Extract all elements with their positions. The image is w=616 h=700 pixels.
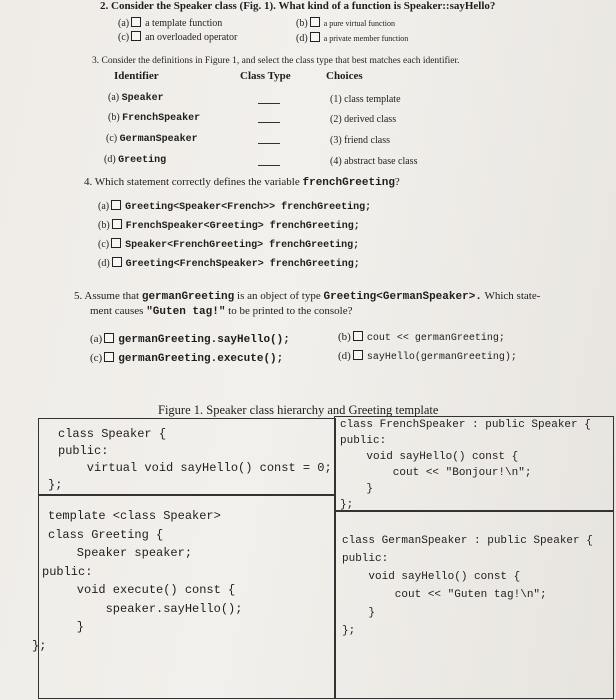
speaker-line-3: virtual void sayHello() const = 0; xyxy=(58,461,332,475)
q3-header-class-type: Class Type xyxy=(240,70,291,82)
q2-option-a-text: a template function xyxy=(145,18,223,29)
greeting-line-3: Speaker speaker; xyxy=(48,546,193,560)
french-line-2: public: xyxy=(340,435,387,447)
q4-option-a-code: Greeting<Speaker<French>> frenchGreeting; xyxy=(125,202,372,213)
q5-option-b[interactable] xyxy=(338,331,505,344)
q4-option-d-label: (d) xyxy=(98,258,110,269)
q5-option-a-checkbox[interactable] xyxy=(104,333,114,343)
q3-header-choices: Choices xyxy=(326,70,363,82)
q5-option-b-checkbox[interactable] xyxy=(353,331,363,341)
q4-option-c-code: Speaker<FrenchGreeting> frenchGreeting; xyxy=(125,240,360,251)
q4-stem-variable: frenchGreeting xyxy=(302,177,395,189)
q5-option-d-label: (d) xyxy=(338,350,351,362)
q4-option-b-checkbox[interactable] xyxy=(112,219,122,229)
q3-choice-4: (4) abstract base class xyxy=(330,156,418,167)
q2-option-c-text: an overloaded operator xyxy=(145,32,238,43)
german-line-6: }; xyxy=(342,625,356,637)
greeting-line-2: class Greeting { xyxy=(48,527,164,542)
greeting-line-8: }; xyxy=(32,638,47,653)
q4-option-d[interactable] xyxy=(98,257,360,270)
german-line-2: public: xyxy=(342,553,389,565)
q3-identifier-c-name: GermanSpeaker xyxy=(119,134,198,145)
q5-stem-prefix: 5. Assume that xyxy=(74,290,140,302)
q2-option-b[interactable] xyxy=(296,17,395,29)
german-line-1: class GermanSpeaker : public Speaker { xyxy=(342,535,593,547)
figure-caption: Figure 1. Speaker class hierarchy and Greeting template xyxy=(158,403,439,417)
q4-option-a-label: (a) xyxy=(98,201,110,212)
greeting-line-1: template <class Speaker> xyxy=(48,509,221,523)
q5-option-a-code: germanGreeting.sayHello(); xyxy=(118,334,290,346)
q4-stem-suffix: ? xyxy=(394,176,400,188)
german-code xyxy=(342,532,593,640)
q2-option-a[interactable] xyxy=(118,17,222,29)
q4-option-c[interactable] xyxy=(98,238,359,251)
q4-option-c-checkbox[interactable] xyxy=(111,238,121,248)
q4-option-a-checkbox[interactable] xyxy=(111,200,121,210)
q2-option-d-label: (d) xyxy=(296,33,308,44)
q5-stem-type: Greeting<GermanSpeaker>. xyxy=(323,291,482,303)
greeting-line-6: speaker.sayHello(); xyxy=(48,601,243,616)
q4-stem xyxy=(84,176,400,189)
q5-stem-suffix: Which state- xyxy=(484,290,541,302)
q5-option-c-label: (c) xyxy=(90,352,103,364)
french-line-6: }; xyxy=(340,499,354,511)
q5-stem-string: "Guten tag!" xyxy=(146,306,226,318)
q3-identifier-b-label: (b) xyxy=(108,112,120,123)
q3-header-identifier: Identifier xyxy=(114,70,159,82)
q2-option-b-checkbox[interactable] xyxy=(310,17,320,27)
q5-option-a-label: (a) xyxy=(90,333,103,345)
q3-answer-blank-d[interactable] xyxy=(258,165,280,166)
q5-option-d[interactable] xyxy=(338,350,517,363)
q3-identifier-c-label: (c) xyxy=(106,133,118,144)
german-line-4: cout << "Guten tag!\n"; xyxy=(342,589,547,601)
q3-identifier-d xyxy=(104,154,166,166)
german-line-3: void sayHello() const { xyxy=(342,571,521,583)
q3-identifier-d-label: (d) xyxy=(104,154,116,165)
q5-stem-mid: is an object of type xyxy=(237,290,321,302)
french-line-3: void sayHello() const { xyxy=(340,451,519,463)
q3-choice-1: (1) class template xyxy=(330,94,401,105)
speaker-line-4: }; xyxy=(48,478,63,492)
q3-identifier-b-name: FrenchSpeaker xyxy=(122,113,201,124)
q4-option-b-code: FrenchSpeaker<Greeting> frenchGreeting; xyxy=(125,221,360,232)
q5-stem-line-2 xyxy=(90,305,353,318)
german-line-5: } xyxy=(342,607,376,619)
q5-stem-variable: germanGreeting xyxy=(141,291,235,303)
french-code xyxy=(340,417,591,513)
q4-option-d-code: Greeting<FrenchSpeaker> frenchGreeting; xyxy=(125,259,360,270)
speaker-line-2: public: xyxy=(58,444,109,458)
q5-option-d-code: sayHello(germanGreeting); xyxy=(366,352,517,363)
q2-option-a-checkbox[interactable] xyxy=(131,17,141,27)
french-line-1: class FrenchSpeaker : public Speaker { xyxy=(340,419,591,431)
q3-choice-3: (3) friend class xyxy=(330,135,390,146)
q2-option-b-label: (b) xyxy=(296,18,308,29)
q5-option-d-checkbox[interactable] xyxy=(353,350,363,360)
q3-answer-blank-c[interactable] xyxy=(258,143,280,144)
q3-identifier-a xyxy=(108,92,164,104)
q4-option-b[interactable] xyxy=(98,219,360,232)
q3-answer-blank-a[interactable] xyxy=(258,103,280,104)
q2-option-d-text: a private member function xyxy=(323,34,409,43)
q3-identifier-a-label: (a) xyxy=(108,92,120,103)
q3-answer-blank-b[interactable] xyxy=(258,122,280,123)
q2-option-c[interactable] xyxy=(118,31,237,43)
q4-stem-text: 4. Which statement correctly defines the variable xyxy=(84,176,300,188)
q4-option-d-checkbox[interactable] xyxy=(112,257,122,267)
q5-option-b-code: cout << germanGreeting; xyxy=(366,333,505,344)
q2-stem: 2. Consider the Speaker class (Fig. 1). What kind of a function is Speaker::sayHello? xyxy=(100,0,496,12)
q5-option-a[interactable] xyxy=(90,333,290,346)
french-line-5: } xyxy=(340,483,374,495)
greeting-line-5: void execute() const { xyxy=(48,583,236,597)
q4-option-b-label: (b) xyxy=(98,220,110,231)
q3-identifier-d-name: Greeting xyxy=(118,155,167,166)
speaker-code xyxy=(48,426,332,494)
q2-option-c-checkbox[interactable] xyxy=(131,31,141,41)
q3-choice-2: (2) derived class xyxy=(330,114,397,125)
q5-option-c[interactable] xyxy=(90,352,283,365)
q3-stem: 3. Consider the definitions in Figure 1, and select the class type that best matches each identifier. xyxy=(92,56,460,66)
speaker-line-1: class Speaker { xyxy=(58,427,167,441)
q2-option-b-text: a pure virtual function xyxy=(323,19,395,28)
q5-option-c-code: germanGreeting.execute(); xyxy=(118,353,284,365)
q5-option-c-checkbox[interactable] xyxy=(104,352,114,362)
q2-option-d-checkbox[interactable] xyxy=(310,32,320,42)
q2-option-c-label: (c) xyxy=(118,32,130,43)
q5-option-b-label: (b) xyxy=(338,331,351,343)
q3-identifier-b xyxy=(108,112,200,124)
q4-option-c-label: (c) xyxy=(98,239,110,250)
q3-identifier-a-name: Speaker xyxy=(121,93,164,104)
q5-stem-line2-suffix: to be printed to the console? xyxy=(228,305,353,317)
q3-identifier-c xyxy=(106,133,198,145)
greeting-line-7: } xyxy=(48,620,85,634)
q5-stem-line2-prefix: ment causes xyxy=(90,305,144,317)
greeting-line-4: public: xyxy=(42,564,93,579)
q5-stem-line-1 xyxy=(74,290,540,303)
french-line-4: cout << "Bonjour!\n"; xyxy=(340,467,532,479)
q4-option-a[interactable] xyxy=(98,200,371,213)
greeting-code xyxy=(32,507,243,655)
q2-option-a-label: (a) xyxy=(118,18,130,29)
q2-option-d[interactable] xyxy=(296,32,408,44)
